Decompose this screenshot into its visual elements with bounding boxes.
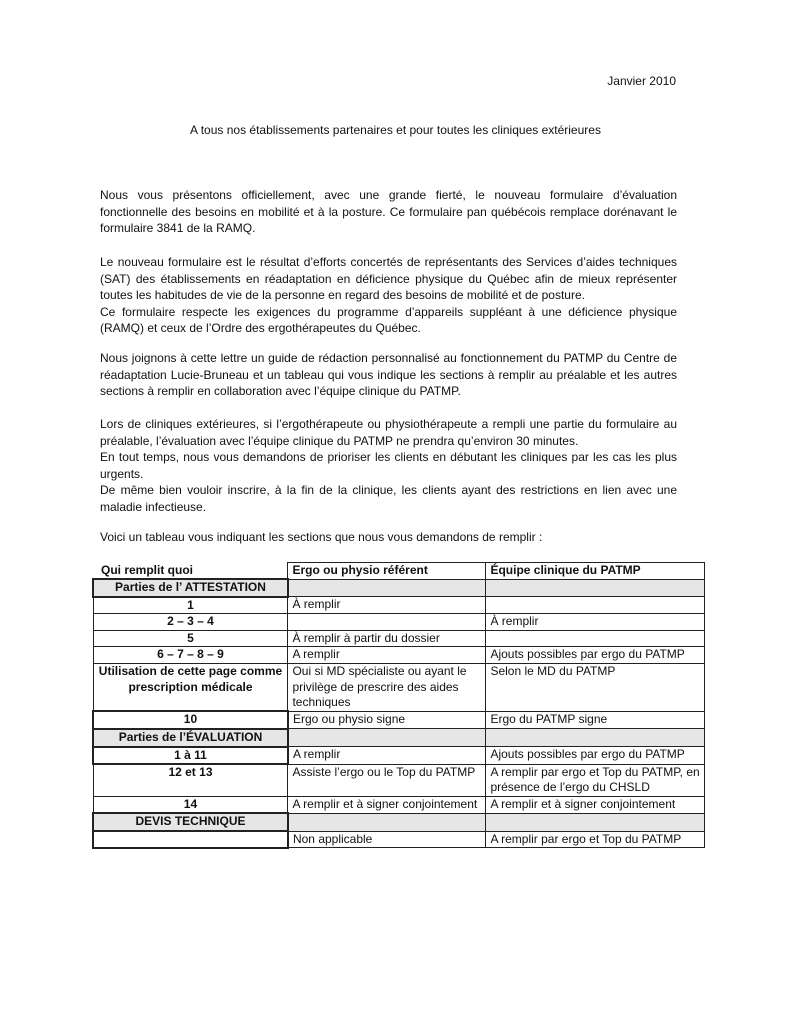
table-row: [93, 747, 705, 765]
table-row: [93, 664, 705, 712]
table-row: [93, 764, 705, 796]
table-row: [93, 711, 705, 729]
table-row: [93, 796, 705, 813]
paragraph-text: En tout temps, nous vous demandons de prioriser les clients en débutant les cliniques par les cas les plus urgents.: [100, 450, 677, 481]
table-cell: Ergo ou physio signe: [288, 711, 486, 729]
table-cell: [288, 614, 486, 631]
table-cell: Assiste l’ergo ou le Top du PATMP: [288, 764, 486, 796]
letter-date: Janvier 2010: [607, 74, 676, 88]
paragraph-guide: [100, 350, 677, 400]
paragraph-text: Voici un tableau vous indiquant les sections que nous vous demandons de remplir :: [100, 530, 543, 544]
table-cell: A remplir par ergo et Top du PATMP, en présence de l’ergo du CHSLD: [486, 764, 705, 796]
paragraph-table-intro: [100, 529, 677, 546]
table-cell: 14: [93, 796, 288, 813]
table-cell: Ajouts possibles par ergo du PATMP: [486, 747, 705, 765]
table-row: [93, 647, 705, 664]
header-who: Qui remplit quoi: [93, 563, 288, 580]
table-cell: Selon le MD du PATMP: [486, 664, 705, 712]
header-patmp: Équipe clinique du PATMP: [486, 563, 705, 580]
table-cell: 1: [93, 597, 288, 614]
paragraph-text: Nous vous présentons officiellement, avec une grande fierté, le nouveau formulaire d’évaluation fonctionnelle des besoins en mobilité et à la posture. Ce formulaire pan québécois remplace dorénavant le formulaire 3841 de la RAMQ.: [100, 188, 677, 236]
header-referent: Ergo ou physio référent: [288, 563, 486, 580]
paragraph-text: Le nouveau formulaire est le résultat d’efforts concertés de représentants des Services d’aides techniques (SAT) des établissements en réadaptation en déficience physique du Québec afin de mieux représenter toutes les habitudes de vie de la personne en regard des besoins de mobilité et de posture.: [100, 255, 677, 303]
table-cell: [288, 729, 486, 747]
table-cell: A remplir par ergo et Top du PATMP: [486, 831, 705, 848]
salutation: A tous nos établissements partenaires et pour toutes les cliniques extérieures: [190, 123, 601, 137]
paragraph-form-origin: [100, 254, 677, 337]
table-cell: [288, 813, 486, 831]
table-cell: DEVIS TECHNIQUE: [93, 813, 288, 831]
table-cell: 10: [93, 711, 288, 729]
table-cell: 2 – 3 – 4: [93, 614, 288, 631]
table-row: [93, 597, 705, 614]
table-cell: [486, 597, 705, 614]
table-cell: Utilisation de cette page comme prescription médicale: [93, 664, 288, 712]
table-cell: Parties de l’ÉVALUATION: [93, 729, 288, 747]
paragraph-text: De même bien vouloir inscrire, à la fin de la clinique, les clients ayant des restrictions en lien avec une maladie infectieuse.: [100, 483, 677, 514]
table-cell: 1 à 11: [93, 747, 288, 765]
table-header-row: [93, 563, 705, 580]
paragraph-text: Lors de cliniques extérieures, si l’ergothérapeute ou physiothérapeute a rempli une partie du formulaire au préalable, l’évaluation avec l’équipe clinique du PATMP ne prendra qu’environ 30 minutes.: [100, 417, 677, 448]
table-cell: [486, 630, 705, 647]
table-row: [93, 614, 705, 631]
table-cell: [288, 579, 486, 597]
table-row: [93, 630, 705, 647]
table-cell: A remplir et à signer conjointement: [486, 796, 705, 813]
table-cell: A remplir: [288, 747, 486, 765]
paragraph-intro: [100, 187, 677, 237]
table-row-devis: [93, 813, 705, 831]
table-cell: A remplir: [288, 647, 486, 664]
table-cell: Parties de l’ ATTESTATION: [93, 579, 288, 597]
sections-table: [92, 562, 705, 849]
table-row: [93, 831, 705, 848]
table-cell: Ergo du PATMP signe: [486, 711, 705, 729]
table-cell: Ajouts possibles par ergo du PATMP: [486, 647, 705, 664]
table-cell: 6 – 7 – 8 – 9: [93, 647, 288, 664]
table-cell: 5: [93, 630, 288, 647]
table-row-attestation: [93, 579, 705, 597]
table-cell: A remplir et à signer conjointement: [288, 796, 486, 813]
paragraph-clinics: [100, 416, 677, 516]
table-cell: À remplir à partir du dossier: [288, 630, 486, 647]
paragraph-text: Nous joignons à cette lettre un guide de rédaction personnalisé au fonctionnement du PATMP du Centre de réadaptation Lucie-Bruneau et un tableau qui vous indique les sections à remplir au préalable et les autres sections à remplir en collaboration avec l’équipe clinique du PATMP.: [100, 351, 677, 399]
table-cell: [486, 813, 705, 831]
table-cell: Non applicable: [288, 831, 486, 848]
table-cell: 12 et 13: [93, 764, 288, 796]
table-cell: [486, 579, 705, 597]
table-cell: [93, 831, 288, 848]
table-cell: Oui si MD spécialiste ou ayant le privilège de prescrire des aides techniques: [288, 664, 486, 712]
table-row-evaluation: [93, 729, 705, 747]
table-cell: [486, 729, 705, 747]
paragraph-text: Ce formulaire respecte les exigences du programme d’appareils suppléant à une déficience physique (RAMQ) et ceux de l’Ordre des ergothérapeutes du Québec.: [100, 304, 677, 336]
table-cell: À remplir: [288, 597, 486, 614]
table-cell: À remplir: [486, 614, 705, 631]
